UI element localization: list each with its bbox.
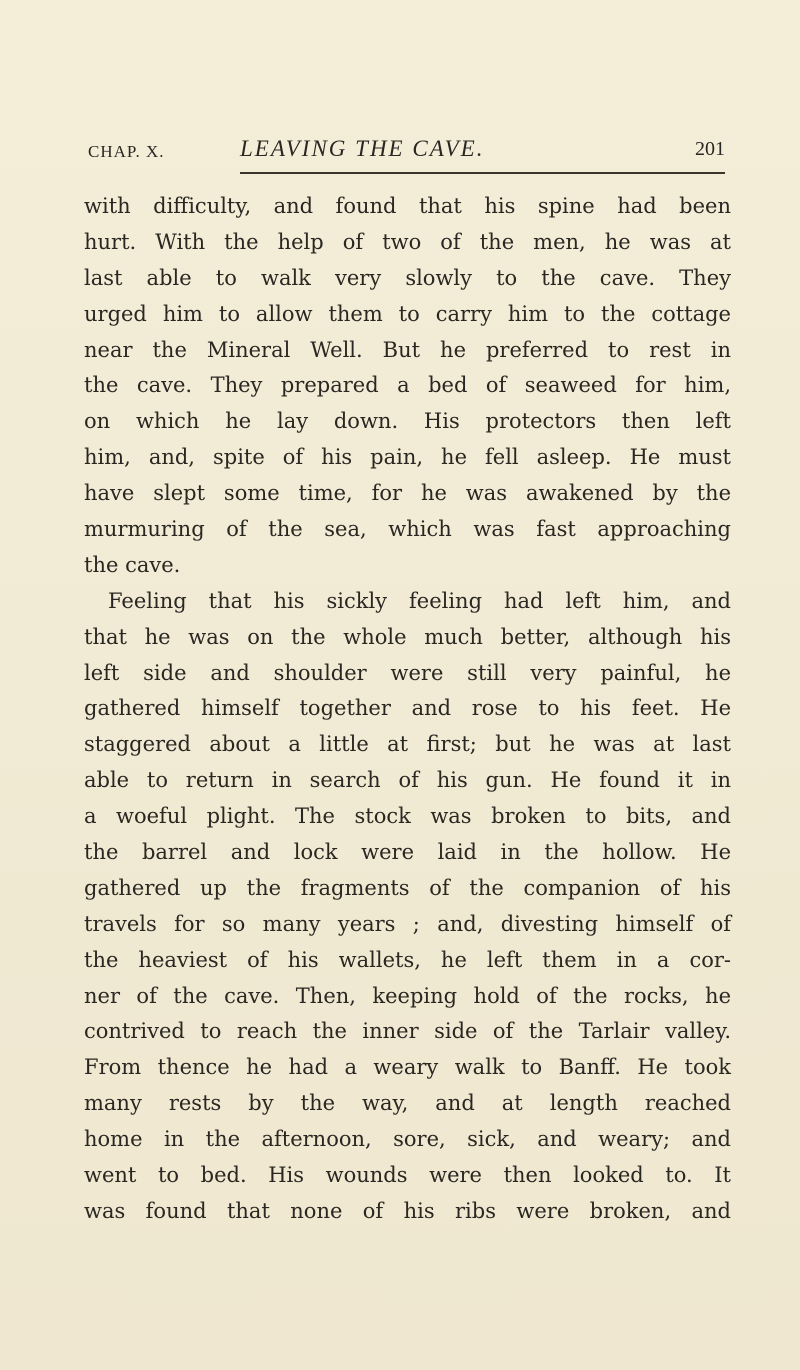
text-line: a woeful plight. The stock was broken to bits, and [84, 804, 731, 829]
text-line: From thence he had a weary walk to Banff. He took [84, 1055, 731, 1080]
text-line: left side and shoulder were still very painful, he [84, 660, 731, 685]
text-line: hurt. With the help of two of the men, he was at [84, 229, 731, 254]
text-line: went to bed. His wounds were then looked to. It [84, 1163, 731, 1188]
text-line: murmuring of the sea, which was fast approaching [84, 517, 731, 542]
text-line: last able to walk very slowly to the cave. They [84, 265, 731, 290]
chapter-label: CHAP. X. [88, 142, 165, 161]
text-line: gathered himself together and rose to his feet. He [84, 696, 731, 721]
header-rule [240, 172, 725, 174]
text-line: the heaviest of his wallets, he left them in a cor- [84, 947, 731, 972]
text-line: many rests by the way, and at length reached [84, 1091, 731, 1116]
text-line: with difficulty, and found that his spine had been [84, 194, 731, 218]
text-line: gathered up the fragments of the companion of his [84, 875, 731, 900]
text-line: the barrel and lock were laid in the hollow. He [84, 840, 731, 865]
text-line: able to return in search of his gun. He found it in [84, 768, 731, 793]
text-line: home in the afternoon, sore, sick, and weary; and [84, 1127, 731, 1152]
text-line: near the Mineral Well. But he preferred to rest in [84, 337, 731, 362]
chapter-title: LEAVING THE CAVE. [240, 136, 485, 161]
text-line: travels for so many years ; and, divesting himself of [84, 911, 731, 936]
text-line: Feeling that his sickly feeling had left him, and [108, 588, 731, 613]
text-line: ner of the cave. Then, keeping hold of the rocks, he [84, 983, 731, 1008]
text-line: urged him to allow them to carry him to the cottage [84, 301, 731, 326]
text-line: have slept some time, for he was awakened by the [84, 481, 731, 506]
text-line: on which he lay down. His protectors then left [84, 409, 731, 434]
text-line: contrived to reach the inner side of the Tarlair valley. [84, 1019, 731, 1044]
running-head [88, 138, 725, 164]
text-line: him, and, spite of his pain, he fell asleep. He must [84, 445, 731, 470]
page-number: 201 [695, 138, 725, 160]
text-line: the cave. They prepared a bed of seaweed for him, [84, 373, 731, 398]
text-line: staggered about a little at first; but he was at last [84, 732, 731, 757]
text-line: that he was on the whole much better, although his [84, 624, 731, 649]
text-line: the cave. [84, 552, 181, 577]
body-text [84, 189, 731, 1230]
text-line: was found that none of his ribs were broken, and [84, 1198, 731, 1223]
